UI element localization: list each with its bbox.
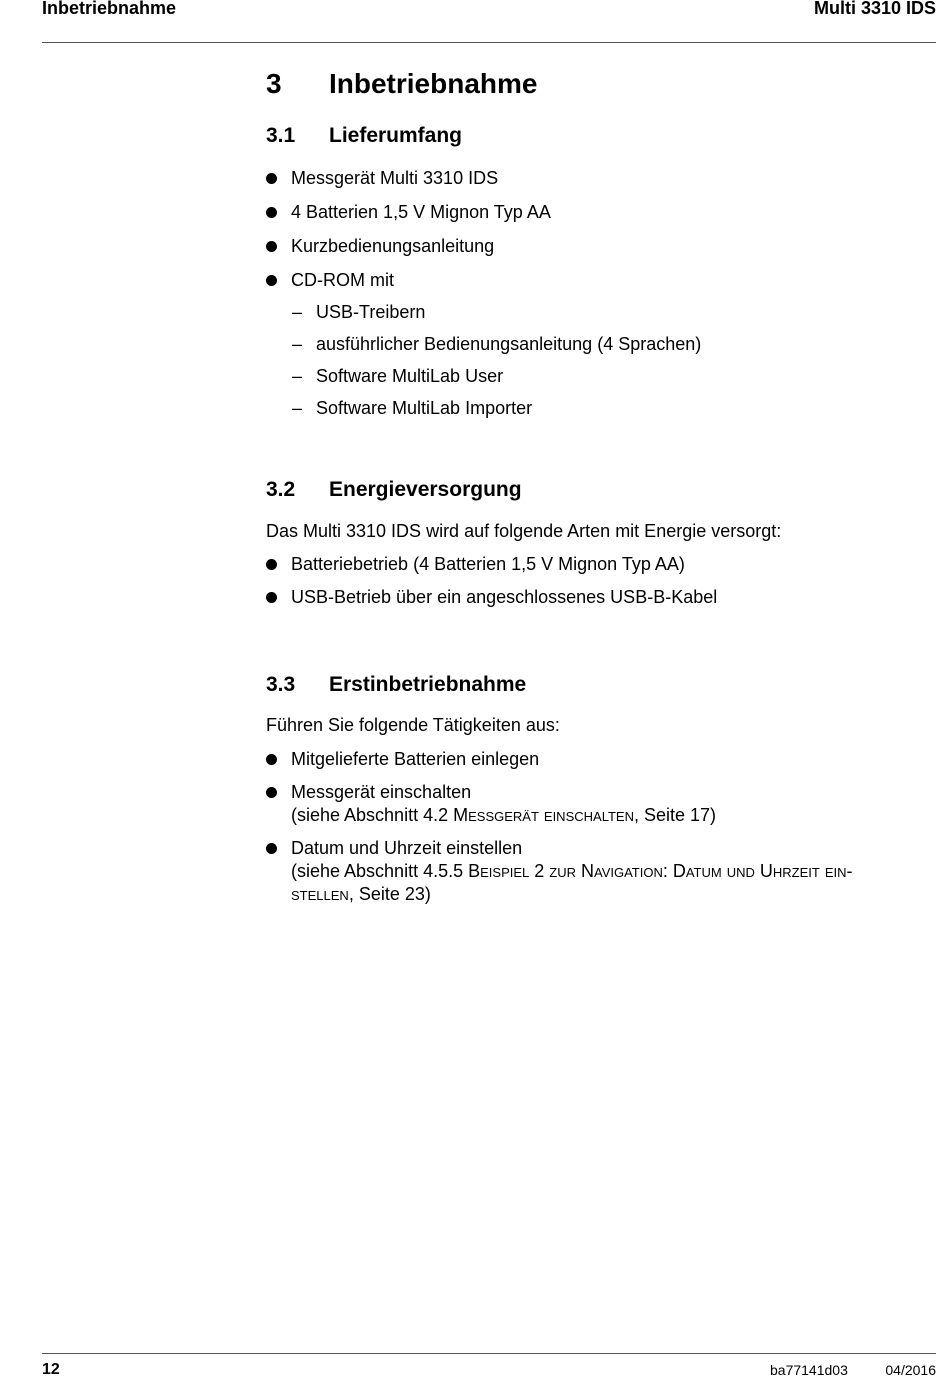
chapter-heading (266, 68, 537, 100)
section-heading-3-2 (266, 478, 522, 502)
running-header-product: Multi 3310 IDS (813, 0, 936, 18)
section-title: Lieferumfang (329, 124, 463, 147)
section-heading-3-1 (266, 124, 462, 148)
section-number: 3.3 (266, 673, 296, 696)
cross-reference-title: Messgerät einschalten (453, 805, 634, 825)
bullet-icon (266, 754, 277, 765)
section-intro: Das Multi 3310 IDS wird auf folgende Arten mit Energie versorgt: (266, 521, 782, 541)
bullet-icon (266, 843, 277, 854)
chapter-number: 3 (266, 68, 282, 99)
section-heading-3-3 (266, 673, 526, 697)
cross-reference-title: stellen (291, 884, 349, 904)
bullet-icon (266, 173, 277, 184)
header-divider (42, 42, 936, 43)
chapter-title: Inbetriebnahme (329, 68, 538, 99)
section-number: 3.2 (266, 478, 296, 501)
document-id: ba77141d03 (770, 1362, 848, 1378)
bullet-icon (266, 559, 277, 570)
dash-icon: – (292, 334, 303, 354)
bullet-icon (266, 207, 277, 218)
running-header-chapter: Inbetriebnahme (42, 0, 177, 18)
dash-icon: – (292, 302, 303, 322)
section-intro: Führen Sie folgende Tätigkeiten aus: (266, 715, 560, 735)
section-title: Energieversorgung (329, 478, 522, 501)
bullet-icon (266, 592, 277, 603)
section-number: 3.1 (266, 124, 296, 147)
cross-reference[interactable]: (siehe Abschnitt 4.5.5 Beispiel 2 zur Navigation: Datum und Uhrzeit ein- stellen, Seite 23) (291, 861, 853, 904)
section-title: Erstinbetriebnahme (329, 673, 527, 696)
bullet-icon (266, 275, 277, 286)
cross-reference-title: Beispiel 2 zur Navigation: Datum und Uhrzeit ein- (468, 861, 853, 881)
document-date: 04/2016 (885, 1362, 936, 1378)
cross-reference[interactable]: (siehe Abschnitt 4.2 Messgerät einschalten, Seite 17) (291, 805, 717, 825)
footer-divider (42, 1353, 936, 1354)
page-number: 12 (42, 1361, 60, 1378)
dash-icon: – (292, 366, 303, 386)
bullet-icon (266, 241, 277, 252)
dash-icon: – (292, 398, 303, 418)
bullet-icon (266, 787, 277, 798)
